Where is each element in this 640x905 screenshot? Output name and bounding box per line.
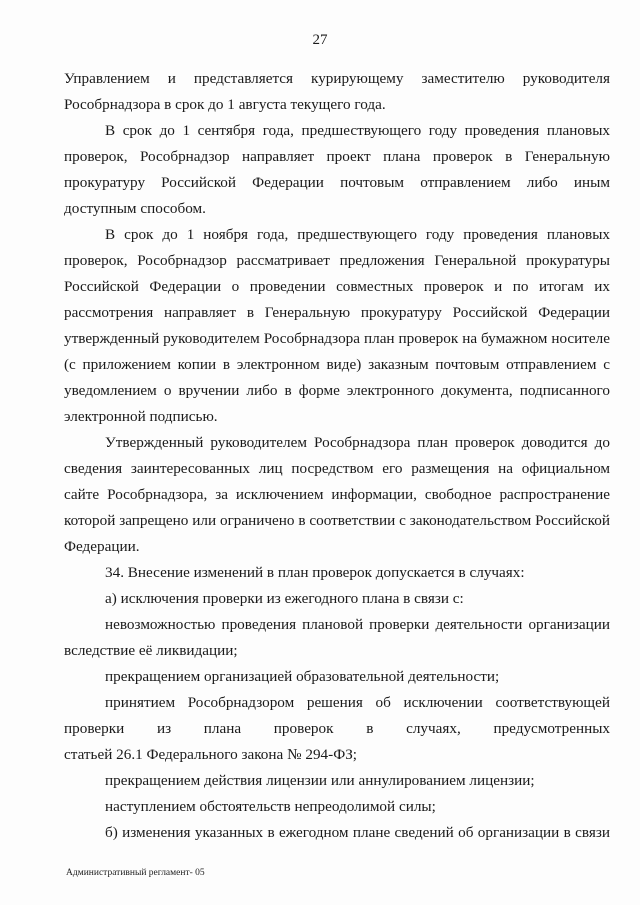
list-subitem-liquidation: невозможностью проведения плановой проверки деятельности организации вследствие её ликвидации; [64,616,610,659]
list-subitem-decision-line-2: проверки из плана проверок в случаях, предусмотренных [64,720,610,737]
list-subitem-termination: прекращением организацией образовательной деятельности; [105,668,500,685]
paragraph-34-heading: 34. Внесение изменений в план проверок допускается в случаях: [105,564,525,581]
paragraph-continuation-line-2: Рособрнадзора в срок до 1 августа текущего года. [64,96,386,113]
paragraph-september-deadline: В срок до 1 сентября года, предшествующего году проведения плановых проверок, Рособрнадзор направляет проект плана проверок в Генеральную прокуратуру Российской Федерации почтовым отправлением либо иным доступным способом. [64,122,610,217]
paragraph-plan-publication: Утвержденный руководителем Рособрнадзора план проверок доводится до сведения заинтересованных лиц посредством его размещения на официальном сайте Рособрнадзора, за исключением информации, свободное распространение которой запрещено или ограничено в соответствии с законодательством Российской Федерации. [64,434,610,555]
paragraph-continuation-line-1: Управлением и представляется курирующему заместителю руководителя [64,70,610,87]
document-body [64,66,610,846]
paragraph-november-deadline: В срок до 1 ноября года, предшествующего году проведения плановых проверок, Рособрнадзор рассматривает предложения Генеральной прокуратуры Российской Федерации о проведении совместных проверок и по итогам их рассмотрения направляет в Генеральную прокуратуру Российской Федерации утвержденный руководителем Рособрнадзора план проверок на бумажном носителе (с приложением копии в электронном виде) заказным почтовым отправлением с уведомлением о вручении либо в форме электронного документа, подписанного электронной подписью. [64,226,610,425]
list-subitem-decision-line-3: статьей 26.1 Федерального закона № 294-ФЗ; [64,746,358,763]
list-subitem-decision-line-1: принятием Рособрнадзором решения об исключении соответствующей [105,694,610,711]
list-subitem-force-majeure: наступлением обстоятельств непреодолимой силы; [105,798,436,815]
list-item-b: б) изменения указанных в ежегодном плане сведений об организации в связи [105,824,610,841]
list-item-a: а) исключения проверки из ежегодного плана в связи с: [105,590,464,607]
page-footer: Административный регламент- 05 [66,868,205,878]
list-subitem-license: прекращением действия лицензии или аннулированием лицензии; [105,772,535,789]
page-number: 27 [312,32,328,48]
